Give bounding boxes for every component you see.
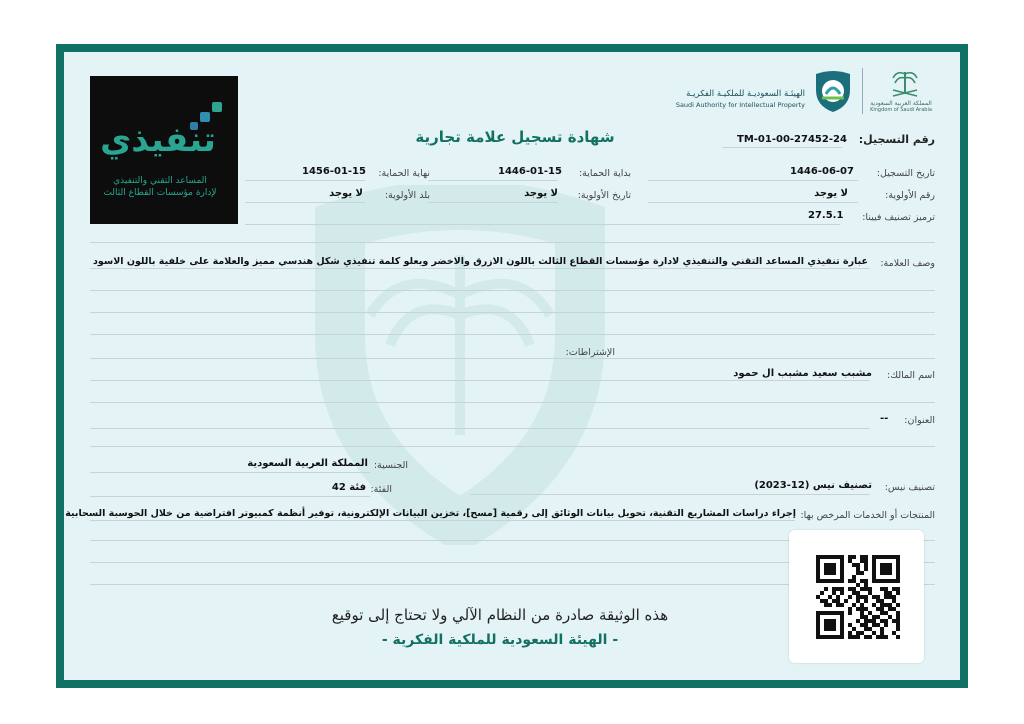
brand-logo-sub2: لإدارة مؤسسات القطاع الثالث xyxy=(103,188,217,198)
owner-label: اسم المالك: xyxy=(887,370,935,381)
prot-start-value: 1446-01-15 xyxy=(498,166,562,177)
priority-no-value: لا يوجد xyxy=(814,188,848,199)
footer-line2: - الهيئة السعودية للملكية الفكرية - xyxy=(381,632,619,648)
priority-date-label: تاريخ الأولوية: xyxy=(577,190,631,201)
nationality-value: المملكة العربية السعودية xyxy=(247,458,368,469)
address-label: العنوان: xyxy=(904,415,935,426)
services-label: المنتجات أو الخدمات المرخص بها: xyxy=(800,510,935,521)
prot-start-label: بداية الحماية: xyxy=(578,168,631,179)
reg-no-label: رقم التسجيل: xyxy=(858,133,935,146)
priority-no-label: رقم الأولوية: xyxy=(885,190,935,201)
certificate-title: شهادة تسجيل علامة تجارية xyxy=(415,128,615,146)
saip-shield-icon xyxy=(810,68,856,114)
desc-value: عبارة تنفيذي المساعد التقني والتنفيذي لادارة مؤسسات القطاع الثالث باللون الازرق والاخضر ويعلو كلمة تنفيذي شكل هندسي مميز والعلامة على خلفية باللون الاسود xyxy=(93,256,868,267)
priority-country-label: بلد الأولوية: xyxy=(384,190,430,201)
priority-date-value: لا يوجد xyxy=(524,188,558,199)
nice-label: تصنيف نيس: xyxy=(884,482,935,493)
footer-line1: هذه الوثيقة صادرة من النظام الآلي ولا تحتاج إلى توقيع xyxy=(331,606,669,624)
prot-end-value: 1456-01-15 xyxy=(302,166,366,177)
reg-date-value: 1446-06-07 xyxy=(790,166,854,177)
nice-value: تصنيف نيس (12-2023) xyxy=(754,480,872,491)
prot-end-label: نهاية الحماية: xyxy=(378,168,430,179)
reg-date-label: تاريخ التسجيل: xyxy=(876,168,935,179)
class-label: الفئة: xyxy=(370,484,392,495)
brand-logo-sub1: المساعد التقني والتنفيذي xyxy=(113,176,207,186)
vienna-value: 27.5.1 xyxy=(808,210,844,221)
qr-code xyxy=(789,530,924,663)
kingdom-arabic: المملكة العربية السعودية xyxy=(870,100,932,107)
class-value: فئة 42 xyxy=(331,482,366,493)
conditions-label: الإشتراطات: xyxy=(565,347,615,358)
reg-no-value: TM-01-00-27452-24 xyxy=(737,134,847,145)
vienna-label: ترميز تصنيف فيينا: xyxy=(862,212,935,223)
desc-label: وصف العلامة: xyxy=(880,258,935,269)
owner-value: مشبب سعيد مشبب ال حمود xyxy=(733,368,872,379)
header-divider xyxy=(862,68,863,114)
palm-emblem-icon xyxy=(885,66,925,102)
kingdom-english: Kingdom of Saudi Arabia xyxy=(870,107,932,113)
brand-logo-text: تنفيذي xyxy=(100,120,216,160)
qr-code-icon xyxy=(816,555,900,639)
address-value: -- xyxy=(880,413,889,424)
authority-arabic-name: الهيئـة السعوديـة للملكيـة الفكريـة xyxy=(686,89,805,99)
priority-country-value: لا يوجد xyxy=(329,188,363,199)
nationality-label: الجنسية: xyxy=(373,460,408,471)
authority-english-name: Saudi Authority for Intellectual Property xyxy=(675,101,805,109)
brand-logo xyxy=(90,76,238,224)
services-value: إجراء دراسات المشاريع التقنية، تحويل بيانات الوثائق إلى رقمية [مسح]، تخزين البيانات الإلكترونية، توفير أنظمة كمبيوتر افتراضية من خلال الحوسبة السحابية xyxy=(65,508,796,519)
